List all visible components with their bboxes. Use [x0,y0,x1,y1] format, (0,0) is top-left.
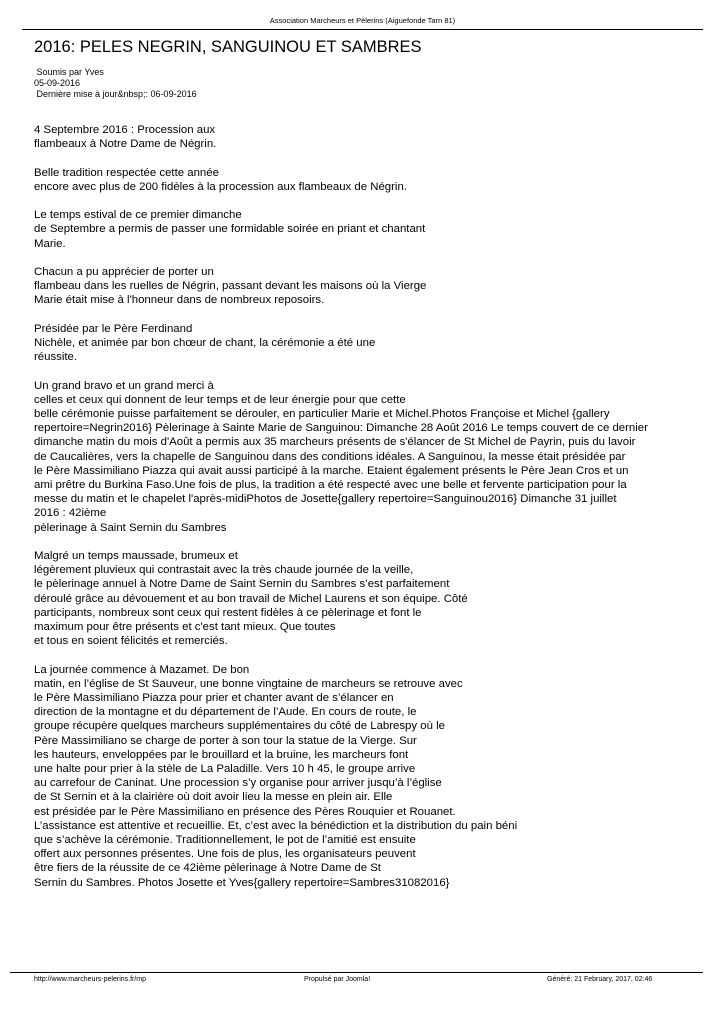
paragraph-line: 4 Septembre 2016 : Procession aux [34,124,216,136]
paragraph-line: au carrefour de Caninat. Une procession s’y organise pour arriver jusqu’à l’église [34,777,442,790]
paragraph-line: repertoire=Negrin2016} Pèlerinage à Sainte Marie de Sanguinou: Dimanche 28 Août 2016 Le temps couvert de ce dernier [34,422,648,435]
paragraph-line: participants, nombreux sont ceux qui restent fidèles à ce pèlerinage et font le [34,606,422,619]
paragraph-line: et tous en soient félicités et remerciés. [34,635,228,648]
article-paragraph [34,549,714,648]
paragraph-line: Un grand bravo et un grand merci à [34,379,214,392]
paragraph-line: dimanche matin du mois d'Août a permis aux 35 marcheurs présents de s'élancer de St Michel de Payrin, puis du lavoir [34,436,636,449]
paragraph-line: flambeaux à Notre Dame de Négrin. [34,138,217,151]
paragraph-line: déroulé grâce au dévouement et au bon travail de Michel Laurens et son équipe. Côté [34,592,468,605]
paragraph-line: le Père Massimiliano Piazza qui avait aussi participé à la marche. Etaient également présents le Père Jean Cros et un [34,464,629,477]
footer-divider [10,972,703,973]
paragraph-line: est présidée par le Père Massimiliano en présence des Pères Rouquier et Rouanet. [34,805,456,818]
paragraph-line: de Septembre a permis de passer une formidable soirée en priant et chantant [34,223,426,236]
paragraph-line: maximum pour être présents et c'est tant mieux. Que toutes [34,621,336,634]
footer-url: http://www.marcheurs-pelerins.fr/mp [34,976,147,983]
site-header: Association Marcheurs et Pèlerins (Aiguefonde Tarn 81) [269,16,456,25]
article-date: 05-09-2016 [34,78,81,88]
paragraph-line: le Père Massimiliano Piazza pour prier et chanter avant de s’élancer en [34,692,394,705]
article-updated: Dernière mise à jour&nbsp;: 06-09-2016 [34,89,197,99]
footer-generated: Généré: 21 February, 2017, 02:46 [547,976,653,983]
paragraph-line: Marie. [34,237,66,250]
paragraph-line: Présidée par le Père Ferdinand [34,322,193,335]
article-paragraph [34,663,714,890]
paragraph-line: une halte pour prier à la stèle de La Paladille. Vers 10 h 45, le groupe arrive [34,763,416,776]
paragraph-line: pèlerinage à Saint Sernin du Sambres [34,521,227,534]
paragraph-line: réussite. [34,351,78,364]
paragraph-line: de Caucalières, vers la chapelle de Sanguinou dans des conditions idéales. A Sanguinou, la messe était présidée par [34,450,626,463]
article-paragraph [34,379,714,535]
header-divider [22,29,703,30]
paragraph-line: légèrement pluvieux qui contrastait avec la très chaude journée de la veille, [34,564,414,577]
paragraph-line: Marie était mise à l'honneur dans de nombreux reposoirs. [34,294,325,307]
article-title: 2016: PELES NEGRIN, SANGUINOU ET SAMBRES [34,38,422,56]
paragraph-line: direction de la montagne et du département de l’Aude. En cours de route, le [34,706,417,719]
paragraph-line: 2016 : 42ième [34,507,107,520]
paragraph-line: belle cérémonie puisse parfaitement se dérouler, en particulier Marie et Michel.Photos Françoise et Michel {gallery [34,407,610,420]
paragraph-line: groupe récupère quelques marcheurs supplémentaires du côté de Labrespy où le [34,720,445,733]
paragraph-line: matin, en l’église de St Sauveur, une bonne vingtaine de marcheurs se retrouve avec [34,677,463,690]
paragraph-line: L’assistance est attentive et recueillie. Et, c’est avec la bénédiction et la distribution du pain béni [34,819,518,832]
paragraph-line: Chacun a pu apprécier de porter un [34,265,214,278]
paragraph-line: Malgré un temps maussade, brumeux et [34,550,238,562]
paragraph-line: Sernin du Sambres. Photos Josette et Yves{gallery repertoire=Sambres31082016} [34,876,450,889]
paragraph-line: ami prêtre du Burkina Faso.Une fois de plus, la tradition a été respecté avec une belle et fervente participation pour la [34,479,627,491]
paragraph-line: que s’achève la cérémonie. Traditionnellement, le pot de l’amitié est ensuite [34,834,416,847]
paragraph-line: offert aux personnes présentes. Une fois de plus, les organisateurs peuvent [34,848,416,861]
footer-powered-by: Propulsé par Joomla! [304,976,371,983]
paragraph-line: les hauteurs, enveloppées par le brouillard et la bruine, les marcheurs font [34,748,409,761]
paragraph-line: de St Sernin et à la clairière où doit avoir lieu la messe en plein air. Elle [34,791,393,804]
paragraph-line: flambeau dans les ruelles de Négrin, passant devant les maisons où la Vierge [34,280,427,293]
paragraph-line: celles et ceux qui donnent de leur temps et de leur énergie pour que cette [34,393,406,406]
article-body [34,123,714,904]
article-meta [34,67,197,100]
paragraph-line: Nichèle, et animée par bon chœur de chant, la cérémonie a été une [34,336,376,349]
paragraph-line: La journée commence à Mazamet. De bon [34,663,250,676]
article-paragraph [34,208,714,251]
article-author: Soumis par Yves [34,67,104,77]
article-paragraph [34,123,714,151]
paragraph-line: être fiers de la réussite de ce 42ième pèlerinage à Notre Dame de St [34,862,381,875]
paragraph-line: Le temps estival de ce premier dimanche [34,209,242,222]
paragraph-line: messe du matin et le chapelet l'après-midiPhotos de Josette{gallery repertoire=Sanguinou2016} Dimanche 31 juillet [34,493,617,506]
paragraph-line: encore avec plus de 200 fidèles à la procession aux flambeaux de Négrin. [34,180,407,193]
article-paragraph [34,322,714,365]
paragraph-line: Père Massimiliano se charge de porter à son tour la statue de la Vierge. Sur [34,734,417,747]
paragraph-line: Belle tradition respectée cette année [34,166,219,179]
article-paragraph [34,166,714,194]
paragraph-line: le pèlerinage annuel à Notre Dame de Saint Sernin du Sambres s’est parfaitement [34,578,450,591]
article-paragraph [34,265,714,308]
